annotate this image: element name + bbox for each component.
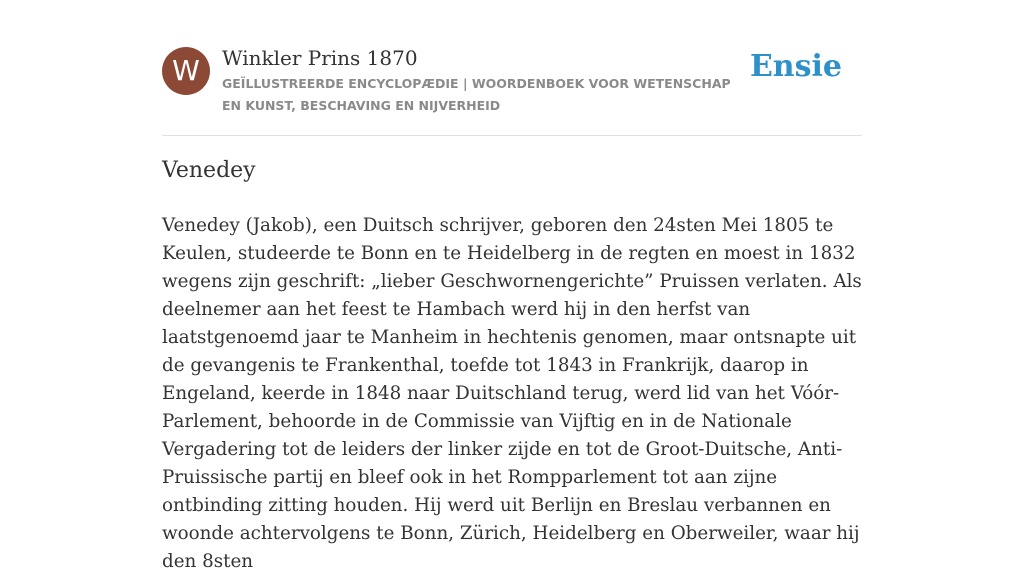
entry-body: Venedey (Jakob), een Duitsch schrijver, geboren den 24sten Mei 1805 te Keulen, studeerde te Bonn en te Heidelberg in de regten en moest in 1832 wegens zijn geschrift: „lieber Geschwornengerichte” Pruissen verlaten. Als deelnemer aan het feest te Hambach werd hij in den herfst van laatstgenoemd jaar te Manheim in hechtenis genomen, maar ontsnapte uit de gevangenis te Frankenthal, toefde tot 1843 in Frankrijk, daarop in Engeland, keerde in 1848 naar Duitschland terug, werd lid van het Vóór-Parlement, behoorde in de Commissie van Vijftig en in de Nationale Vergadering tot de leiders der linker zijde en tot de Groot-Duitsche, Anti-Pruissische partij en bleef ook in het Rompparlement tot aan zijne ontbinding zitting houden. Hij werd uit Berlijn en Breslau verbannen en woonde achtervolgens te Bonn, Zürich, Heidelberg en Oberweiler, waar hij den 8sten — [162, 215, 862, 572]
header-divider — [162, 135, 862, 136]
ensie-logo[interactable]: Ensie — [749, 49, 842, 84]
source-title[interactable]: Winkler Prins 1870 — [222, 46, 418, 70]
source-avatar[interactable]: W — [162, 47, 210, 95]
source-subtitle: GEÏLLUSTREERDE ENCYCLOPÆDIE | WOORDENBOEK VOOR WETENSCHAP EN KUNST, BESCHAVING EN NIJVERHEID — [222, 76, 731, 113]
entry-title: Venedey — [162, 158, 256, 183]
source-header — [162, 44, 862, 116]
